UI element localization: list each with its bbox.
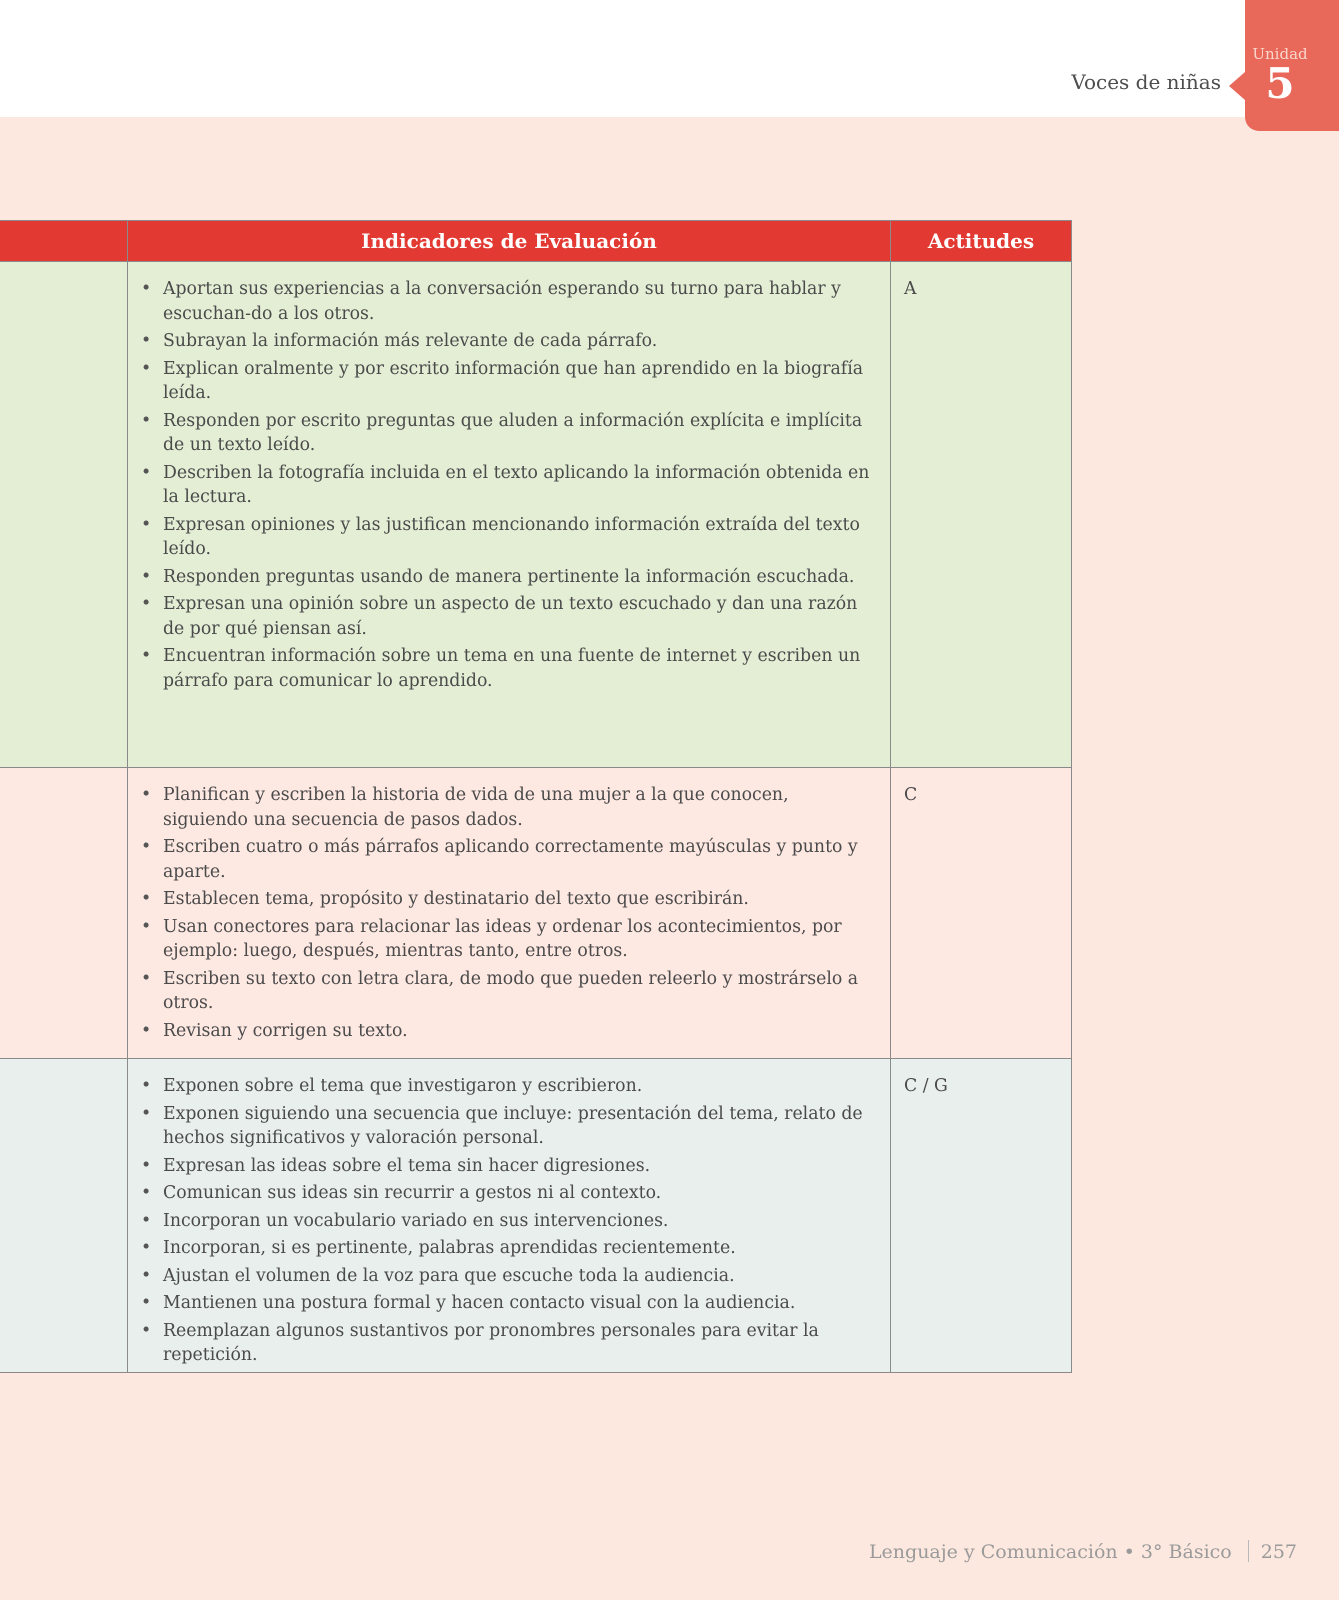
list-item: • Revisan y corrigen su texto.	[163, 1019, 877, 1044]
list-item: • Subrayan la información más relevante de cada párrafo.	[163, 329, 877, 354]
list-item: • Exponen siguiendo una secuencia que incluye: presentación del tema, relato de hechos significativos y valoración personal.	[163, 1102, 877, 1151]
list-item: • Incorporan, si es pertinente, palabras aprendidas recientemente.	[163, 1236, 877, 1261]
table-row	[0, 768, 1072, 1059]
unit-tab	[1245, 0, 1339, 131]
header-band	[0, 0, 1339, 117]
list-item: • Incorporan un vocabulario variado en sus intervenciones.	[163, 1209, 877, 1234]
attitude-cell	[891, 262, 1072, 768]
column-header-attitudes: Actitudes	[891, 221, 1072, 262]
list-item: • Escriben su texto con letra clara, de modo que pueden releerlo y mostrárselo a otros.	[163, 967, 877, 1016]
list-item: • Reemplazan algunos sustantivos por pronombres personales para evitar la repetición.	[163, 1319, 877, 1368]
indicators-cell	[128, 768, 891, 1059]
attitude-value: C / G	[904, 1076, 948, 1096]
table-row	[0, 1059, 1072, 1373]
list-item: • Escriben cuatro o más párrafos aplicando correctamente mayúsculas y punto y aparte.	[163, 835, 877, 884]
list-item: • Expresan una opinión sobre un aspecto de un texto escuchado y dan una razón de por qué piensan así.	[163, 592, 877, 641]
indicator-list	[129, 1060, 889, 1368]
column-header-indicators: Indicadores de Evaluación	[128, 221, 891, 262]
list-item: • Expresan opiniones y las justifican mencionando información extraída del texto leído.	[163, 513, 877, 562]
list-item: • Explican oralmente y por escrito información que han aprendido en la biografía leída.	[163, 357, 877, 406]
unit-number: 5	[1265, 59, 1295, 108]
page-footer	[869, 1540, 1297, 1563]
list-item: • Responden preguntas usando de manera pertinente la información escuchada.	[163, 565, 877, 590]
list-item: • Expresan las ideas sobre el tema sin hacer digresiones.	[163, 1154, 877, 1179]
indicator-list	[129, 769, 889, 1043]
page-number: 257	[1260, 1541, 1297, 1563]
row-label-cell	[0, 262, 128, 768]
table-row	[0, 262, 1072, 768]
list-item: • Establecen tema, propósito y destinatario del texto que escribirán.	[163, 887, 877, 912]
attitude-value: A	[904, 279, 917, 299]
column-header-blank	[0, 221, 128, 262]
list-item: • Exponen sobre el tema que investigaron y escribieron.	[163, 1074, 877, 1099]
list-item: • Aportan sus experiencias a la conversación esperando su turno para hablar y escuchan-do a los otros.	[163, 277, 877, 326]
indicators-cell	[128, 1059, 891, 1373]
list-item: • Mantienen una postura formal y hacen contacto visual con la audiencia.	[163, 1291, 877, 1316]
evaluation-table	[0, 220, 1072, 1373]
unit-label: Unidad	[1252, 45, 1308, 63]
attitude-cell	[891, 768, 1072, 1059]
table-header-row	[0, 221, 1072, 262]
row-label-cell	[0, 1059, 128, 1373]
list-item: • Encuentran información sobre un tema en una fuente de internet y escriben un párrafo para comunicar lo aprendido.	[163, 644, 877, 693]
footer-divider	[1248, 1540, 1249, 1562]
unit-title: Voces de niñas	[1071, 70, 1221, 94]
list-item: • Responden por escrito preguntas que aluden a información explícita e implícita de un texto leído.	[163, 409, 877, 458]
book-title: Lenguaje y Comunicación • 3° Básico	[868, 1541, 1232, 1563]
list-item: • Planifican y escriben la historia de vida de una mujer a la que conocen, siguiendo una secuencia de pasos dados.	[163, 783, 877, 832]
attitude-value: C	[904, 785, 918, 805]
list-item: • Ajustan el volumen de la voz para que escuche toda la audiencia.	[163, 1264, 877, 1289]
attitude-cell	[891, 1059, 1072, 1373]
list-item: • Usan conectores para relacionar las ideas y ordenar los acontecimientos, por ejemplo: luego, después, mientras tanto, entre otros.	[163, 915, 877, 964]
row-label-cell	[0, 768, 128, 1059]
indicator-list	[129, 263, 889, 693]
indicators-cell	[128, 262, 891, 768]
list-item: • Comunican sus ideas sin recurrir a gestos ni al contexto.	[163, 1181, 877, 1206]
list-item: • Describen la fotografía incluida en el texto aplicando la información obtenida en la lectura.	[163, 461, 877, 510]
